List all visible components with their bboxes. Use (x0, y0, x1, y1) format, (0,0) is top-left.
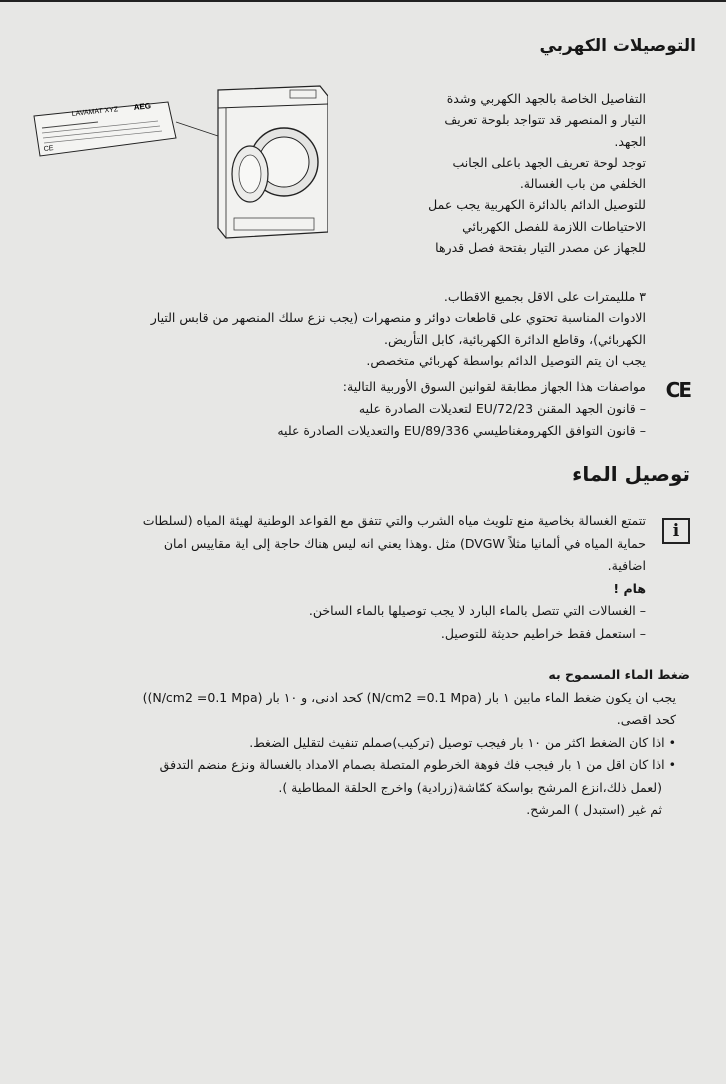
important-label: هام ! (613, 580, 646, 596)
text-line: الاحتياطات اللازمة للفصل الكهربائي (462, 218, 646, 234)
plate-model: LAVAMAT XYZ (71, 106, 119, 118)
text-line: للتوصيل الدائم بالدائرة الكهربية يجب عمل (428, 197, 646, 213)
water-text (46, 510, 646, 645)
section-title-water: توصيل الماء (572, 462, 690, 486)
pressure-bullet: • اذا كان الضغط اكثر من ١٠ بار فيجب توصيل (تركيب)صملم تنفيث لتقليل الضغط. (30, 732, 690, 755)
info-icon: i (662, 518, 690, 544)
text-line: تتمتع الغسالة بخاصية منع تلويث مياه الشرب والتي تتفق مع القواعد الوطنية لهيئة المياه (لسلطات (142, 513, 646, 528)
text-line: (لعمل ذلك،انزع المرشح بواسكة كمّاشة(زرادية) واخرج الحلقة المطاطية ). (278, 779, 662, 795)
water-item: – استعمل فقط خراطيم حديثة للتوصيل. (46, 623, 646, 646)
water-item: – الغسالات التي تتصل بالماء البارد لا يجب توصيلها بالماء الساخن. (46, 600, 646, 623)
text-line: الجهد. (614, 133, 646, 149)
ce-text (126, 376, 646, 442)
plate-brand: AEG (133, 101, 152, 112)
text-line: للجهاز عن مصدر التيار بفتحة فصل قدرها (435, 240, 646, 256)
text-line: ٣ ملليمترات على الاقل بجميع الاقطاب. (443, 289, 646, 304)
text-line: يجب ان يكون ضغط الماء مابين ١ بار (N/cm2 =0.1 Mpa) كحد ادنى، و ١٠ بار (N/cm2 =0.1 Mpa)) (142, 689, 676, 705)
text-line: يجب ان يتم التوصيل الدائم بواسطة كهربائي متخصص. (366, 352, 646, 368)
text-line: الكهربائي)، وقاطع الدائرة الكهربائية، كابل التأريض. (384, 331, 646, 347)
pressure-bullet: • اذا كان اقل من ١ بار فيجب فك فوهة الخرطوم المتصلة بصمام الامداد بالغسالة ونزع منضم التدفق (30, 754, 690, 777)
ce-mark-icon: CE (665, 378, 690, 402)
ce-item: – قانون الجهد المقنن 72/23/EU لتعديلات الصادرة عليه (126, 398, 646, 420)
text-line: الخلفي من باب الغسالة. (519, 176, 646, 192)
text-line: التفاصيل الخاصة بالجهد الكهربي وشدة (446, 91, 646, 106)
ce-item: – قانون التوافق الكهرومغناطيسي 89/336/EU والتعديلات الصادرة عليه (126, 420, 646, 442)
top-rule (0, 0, 726, 2)
text-line: التيار و المنصهر قد تتواجد بلوحة تعريف (444, 112, 646, 128)
section-title-electrical: التوصيلات الكهربي (539, 36, 696, 56)
rating-plate (34, 101, 176, 156)
plate-ce: CE (43, 145, 54, 153)
text-line: اضافية. (607, 558, 646, 573)
text-line: ثم غير (استبدل ) المرشح. (526, 802, 662, 817)
pressure-section (30, 664, 690, 822)
text-line: توجد لوحة تعريف الجهد باعلى الجانب (452, 154, 646, 170)
electrical-text-continued (46, 286, 646, 371)
electrical-text (226, 88, 646, 258)
pressure-title: ضغط الماء المسموح به (548, 667, 690, 682)
text-line: حماية المياه في ألمانيا مثلاً DVGW) مثل .وهذا يعني انه ليس هناك حاجة إلى اية مقاييس امان (163, 535, 646, 551)
text-line: الادوات المناسبة تحتوي على قاطعات دوائر و منصهرات (يجب نزع سلك المنصهر من قابس التيار (150, 310, 646, 326)
ce-intro: مواصفات هذا الجهاز مطابقة لقوانين السوق الأوربية التالية: (342, 379, 646, 394)
text-line: كحد اقصى. (616, 712, 676, 727)
